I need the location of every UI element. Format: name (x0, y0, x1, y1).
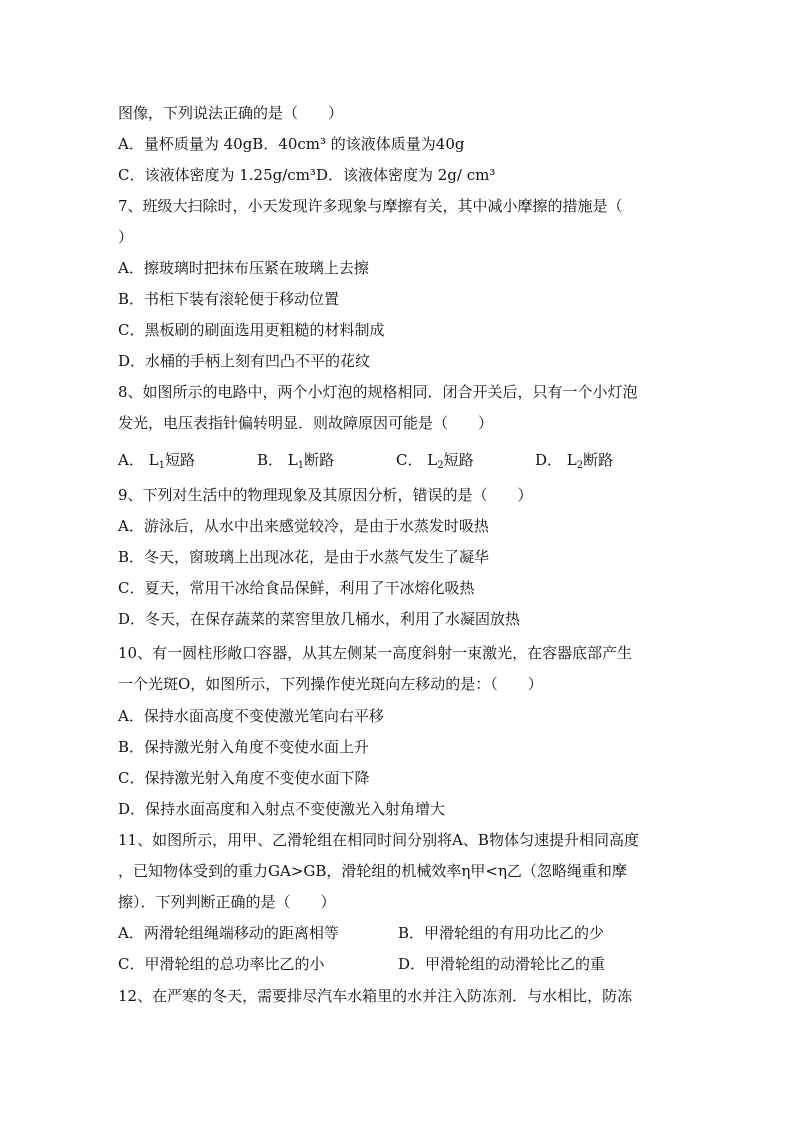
q8-stem-line-1: 8、如图所示的电路中，两个小灯泡的规格相同．闭合开关后，只有一个小灯泡 (118, 383, 638, 401)
q11-options-ab (118, 922, 604, 944)
q11-option-c: C．甲滑轮组的总功率比乙的小 (118, 955, 325, 973)
q6-options-ab: A．量杯质量为 40gB．40cm³ 的该液体质量为40g (118, 135, 465, 153)
q7-option-c: C．黑板刷的刷面选用更粗糙的材料制成 (118, 321, 385, 339)
q9-option-c: C．夏天，常用干冰给食品保鲜，利用了干冰熔化吸热 (118, 579, 475, 597)
q11-option-a: A．两滑轮组绳端移动的距离相等 (118, 924, 339, 942)
q11-option-d: D．甲滑轮组的动滑轮比乙的重 (398, 955, 606, 973)
q11-stem-line-2: ，已知物体受到的重力GA>GB，滑轮组的机械效率η甲<η乙（忽略绳重和摩 (118, 862, 627, 880)
q10-option-d: D．保持水面高度和入射点不变使激光入射角增大 (118, 800, 446, 818)
q8-option-d: D． $L_2$断路 (535, 451, 614, 471)
q11-option-b: B．甲滑轮组的有用功比乙的少 (398, 924, 605, 942)
q10-option-c: C．保持激光射入角度不变使水面下降 (118, 769, 370, 787)
q9-option-b: B．冬天，窗玻璃上出现冰花，是由于水蒸气发生了凝华 (118, 548, 490, 566)
q7-option-b: B．书柜下装有滚轮便于移动位置 (118, 290, 340, 308)
q6-options-cd: C．该液体密度为 1.25g/cm³D．该液体密度为 2g/ cm³ (118, 166, 496, 184)
q7-option-d: D．水桶的手柄上刻有凹凸不平的花纹 (118, 352, 371, 370)
q10-option-b: B．保持激光射入角度不变使水面上升 (118, 738, 370, 756)
q8-option-a: A． $L_1$短路 (118, 451, 195, 471)
q11-options-cd (118, 953, 605, 975)
q12-stem-line-1: 12、在严寒的冬天，需要排尽汽车水箱里的水并注入防冻剂．与水相比，防冻 (118, 987, 633, 1005)
q9-stem: 9、下列对生活中的物理现象及其原因分析，错误的是（ ） (118, 486, 533, 504)
q9-option-a: A．游泳后，从水中出来感觉较冷，是由于水蒸发时吸热 (118, 517, 489, 535)
q8-option-b: B． $L_1$断路 (257, 451, 335, 471)
q10-stem-line-2: 一个光斑O，如图所示，下列操作使光斑向左移动的是：（ ） (118, 675, 543, 693)
q10-option-a: A．保持水面高度不变使激光笔向右平移 (118, 707, 384, 725)
q8-option-c: C． $L_2$短路 (396, 451, 474, 471)
q7-option-a: A．擦玻璃时把抹布压紧在玻璃上去擦 (118, 259, 369, 277)
q9-option-d: D．冬天，在保存蔬菜的菜窖里放几桶水，利用了水凝固放热 (118, 610, 521, 628)
q7-stem-line-2: ） (118, 228, 134, 246)
q10-stem-line-1: 10、有一圆柱形敞口容器，从其左侧某一高度斜射一束激光，在容器底部产生 (118, 644, 633, 662)
q11-stem-line-3: 擦）．下列判断正确的是（ ） (118, 893, 336, 911)
q8-stem-line-2: 发光，电压表指针偏转明显．则故障原因可能是（ ） (118, 414, 494, 432)
q11-stem-line-1: 11、如图所示，用甲、乙滑轮组在相同时间分别将A、B物体匀速提升相同高度 (118, 831, 639, 849)
q7-stem-line-1: 7、班级大扫除时，小天发现许多现象与摩擦有关，其中减小摩擦的措施是（ (118, 197, 623, 215)
q8-options (118, 449, 613, 477)
q6-stem-tail: 图像，下列说法正确的是（ ） (118, 104, 344, 122)
